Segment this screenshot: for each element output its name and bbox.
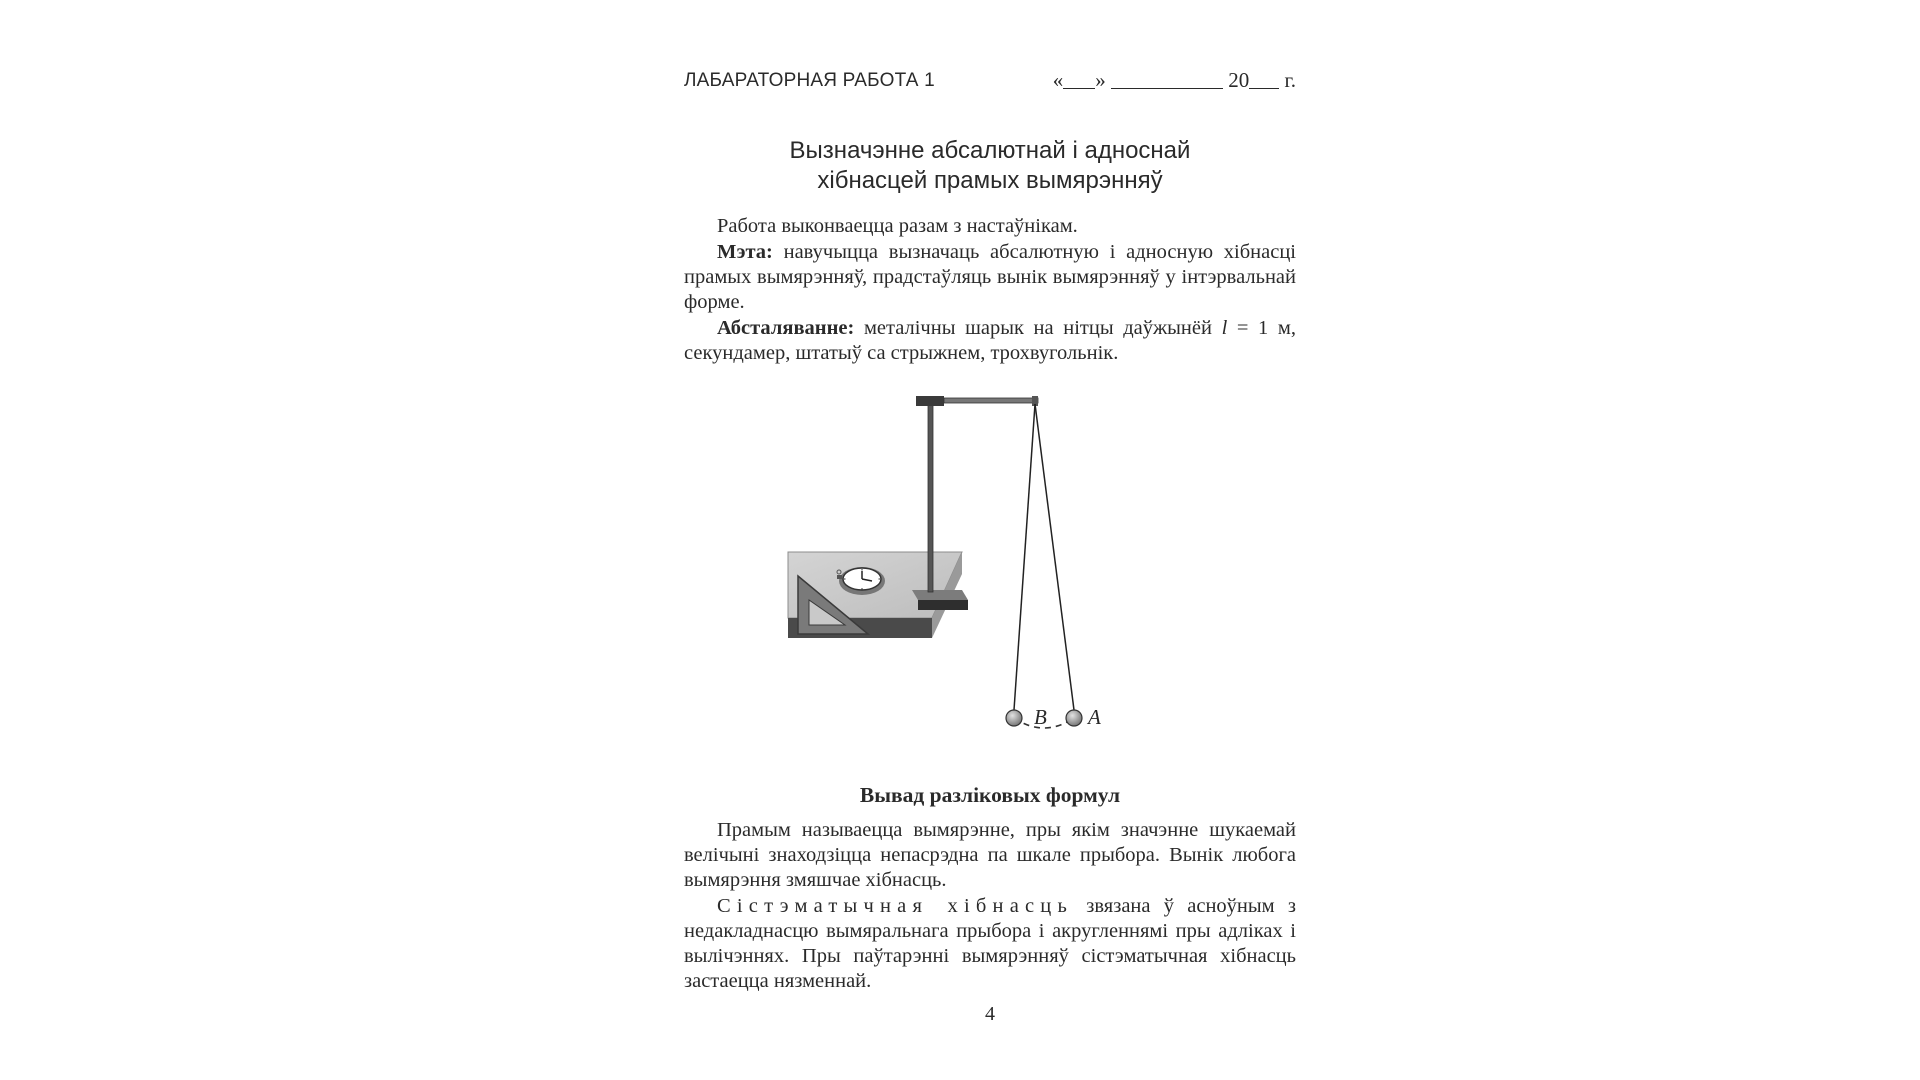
point-a-label: A xyxy=(1088,705,1101,729)
page-number: 4 xyxy=(985,1003,995,1025)
pendulum-illustration xyxy=(684,378,1296,750)
page-title xyxy=(684,136,1296,196)
lab-label: ЛАБАРАТОРНАЯ РАБОТА 1 xyxy=(684,70,935,91)
date-close-quote: » xyxy=(1095,68,1106,92)
year-suffix: г. xyxy=(1284,68,1296,92)
point-b-label: B xyxy=(1034,705,1047,729)
date-line xyxy=(1053,68,1296,93)
systematic-error-term: Сістэматычная хібнасць xyxy=(717,895,1074,917)
direct-measurement-text: Прамым называецца вымярэнне, пры якім значэнне шукаемай велічыні знаходзіцца непасрэдна па шкале прыбора. Вынік любога вымярэння змяшчае хібнасць. xyxy=(684,819,1296,891)
year-prefix: 20 xyxy=(1228,68,1250,92)
systematic-error-text: звязана ў асноўным з недакладнасцю вымяральнага прыбора і акругленнямі пры адліках і вылічэннях. Пры паўтарэнні вымярэнняў сістэматычная хібнасць застаецца нязменнай. xyxy=(684,895,1297,992)
page-header xyxy=(684,68,1296,96)
day-blank xyxy=(1063,70,1095,89)
pendulum-figure xyxy=(684,378,1296,750)
equipment-paragraph xyxy=(684,316,1296,366)
title-line-2: хібнасцей прамых вымярэнняў xyxy=(817,167,1163,194)
equipment-label: Абсталяванне: xyxy=(717,317,855,339)
section-title: Вывад разліковых формул xyxy=(859,783,1121,807)
intro-text xyxy=(684,214,1296,366)
systematic-error-paragraph xyxy=(684,894,1296,994)
pendulum-strings xyxy=(1014,404,1074,710)
length-variable: l xyxy=(1221,317,1228,339)
equipment-text-after: = 1 м, секундамер, штатыў са стрыжнем, трохвугольнік. xyxy=(684,317,1297,364)
intro-sentence: Работа выконваецца разам з настаўнікам. xyxy=(717,215,1078,237)
intro-paragraph xyxy=(684,214,1296,239)
direct-measurement-paragraph xyxy=(684,818,1296,893)
goal-paragraph xyxy=(684,240,1296,315)
main-text xyxy=(684,818,1296,994)
equipment-text-before: металічны шарык на нітцы даўжынёй xyxy=(863,317,1212,339)
goal-label: Мэта: xyxy=(717,241,773,263)
stand-icon xyxy=(912,396,1038,610)
date-open-quote: « xyxy=(1052,68,1064,92)
title-line-1: Вызначэнне абсалютнай і адноснай xyxy=(789,137,1191,164)
month-blank xyxy=(1111,70,1223,89)
goal-text: навучыцца вызначаць абсалютную і адносную хібнасці прамых вымярэнняў, прадстаўляць вынік вымярэнняў у інтэрвальнай форме. xyxy=(684,241,1296,313)
year-blank xyxy=(1249,70,1279,89)
